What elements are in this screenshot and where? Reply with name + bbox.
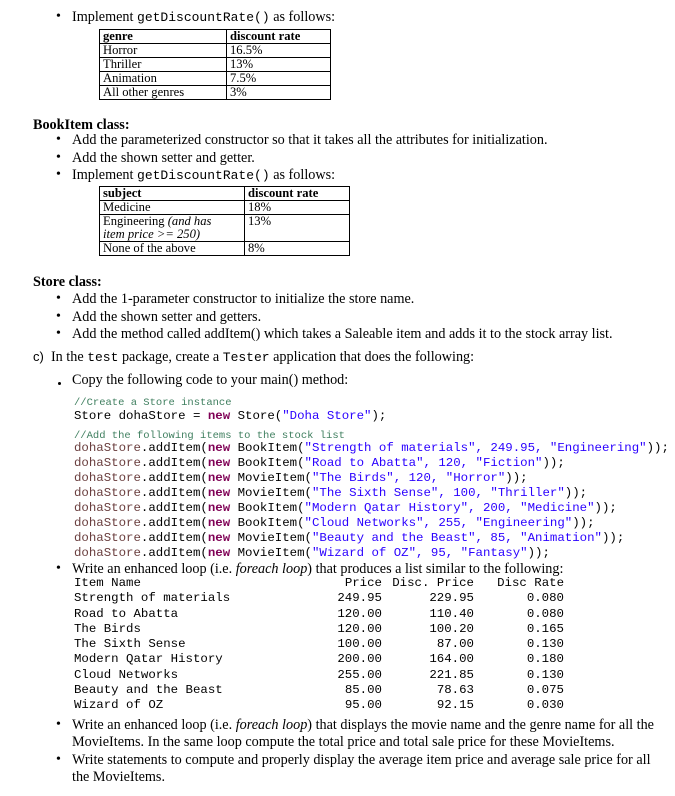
output-row: The Birds 120.00 100.20 0.165	[74, 621, 564, 636]
genre-bullet: • Implement getDiscountRate() as follows:	[72, 9, 335, 26]
output-row: The Sixth Sense 100.00 87.00 0.130	[74, 637, 564, 652]
loop-bullet: • Write an enhanced loop (i.e. foreach loop) that produces a list similar to the following:	[72, 561, 563, 578]
store-bullet-1: • Add the 1-parameter constructor to initialize the store name.	[72, 291, 414, 308]
subject-table: subject discount rate Medicine 18% Engineering (and has item price >= 250) 13% None of the above 8%	[99, 186, 350, 256]
store-bullet-3: • Add the method called addItem() which takes a Saleable item and adds it to the stock array list.	[72, 326, 613, 343]
output-row: Beauty and the Beast 85.00 78.63 0.075	[74, 683, 564, 698]
small-bullet-icon	[58, 382, 61, 385]
code-line-2: dohaStore.addItem(new BookItem("Road to Abatta", 120, "Fiction"));	[74, 456, 565, 470]
store-bullet-2: • Add the shown setter and getters.	[72, 309, 261, 326]
output-header: Item Name Price Disc. Price Disc Rate	[74, 576, 564, 590]
code-line-1: dohaStore.addItem(new BookItem("Strength of materials", 249.95, "Engineering"));	[74, 441, 669, 455]
bookitem-bullet-2: • Add the shown setter and getter.	[72, 150, 255, 167]
code-line-4: dohaStore.addItem(new MovieItem("The Sixth Sense", 100, "Thriller"));	[74, 486, 588, 500]
final-bullet-2-line-1: • Write statements to compute and properly display the average item price and average sale price for all	[72, 752, 651, 769]
part-c-intro: c) In the test package, create a Tester application that does the following:	[33, 349, 475, 365]
copy-instruction: Copy the following code to your main() method:	[72, 372, 349, 388]
genre-table: genre discount rate Horror 16.5% Thriller 13% Animation 7.5% All other genres 3%	[99, 29, 331, 100]
code-line-3: dohaStore.addItem(new MovieItem("The Birds", 120, "Horror"));	[74, 471, 528, 485]
bookitem-bullet-3: • Implement getDiscountRate() as follows:	[72, 167, 335, 184]
store-heading: Store class:	[33, 274, 102, 290]
code-comment-2: //Add the following items to the stock list	[74, 430, 345, 442]
code-line-5: dohaStore.addItem(new BookItem("Modern Qatar History", 200, "Medicine"));	[74, 501, 617, 515]
final-bullet-1-line-1: • Write an enhanced loop (i.e. foreach loop) that displays the movie name and the genre name for all the	[72, 717, 654, 734]
code-line-8: dohaStore.addItem(new MovieItem("Wizard of OZ", 95, "Fantasy"));	[74, 546, 550, 560]
output-row: Strength of materials 249.95 229.95 0.080	[74, 591, 564, 606]
output-row: Modern Qatar History 200.00 164.00 0.180	[74, 652, 564, 667]
code-store-decl: Store dohaStore = new Store("Doha Store");	[74, 409, 387, 423]
code-comment-1: //Create a Store instance	[74, 397, 232, 409]
output-listing	[74, 576, 564, 714]
output-row: Road to Abatta 120.00 110.40 0.080	[74, 606, 564, 621]
code-line-6: dohaStore.addItem(new BookItem("Cloud Networks", 255, "Engineering"));	[74, 516, 595, 530]
output-row: Cloud Networks 255.00 221.85 0.130	[74, 667, 564, 682]
final-bullet-2-line-2: the MovieItems.	[72, 769, 165, 785]
bookitem-bullet-1: • Add the parameterized constructor so that it takes all the attributes for initialization.	[72, 132, 548, 149]
output-row: Wizard of OZ 95.00 92.15 0.030	[74, 698, 564, 713]
final-bullet-1-line-2: MovieItems. In the same loop compute the total price and total sale price for these MovieItems.	[72, 734, 615, 750]
code-line-7: dohaStore.addItem(new MovieItem("Beauty and the Beast", 85, "Animation"));	[74, 531, 625, 545]
bookitem-heading: BookItem class:	[33, 117, 130, 133]
